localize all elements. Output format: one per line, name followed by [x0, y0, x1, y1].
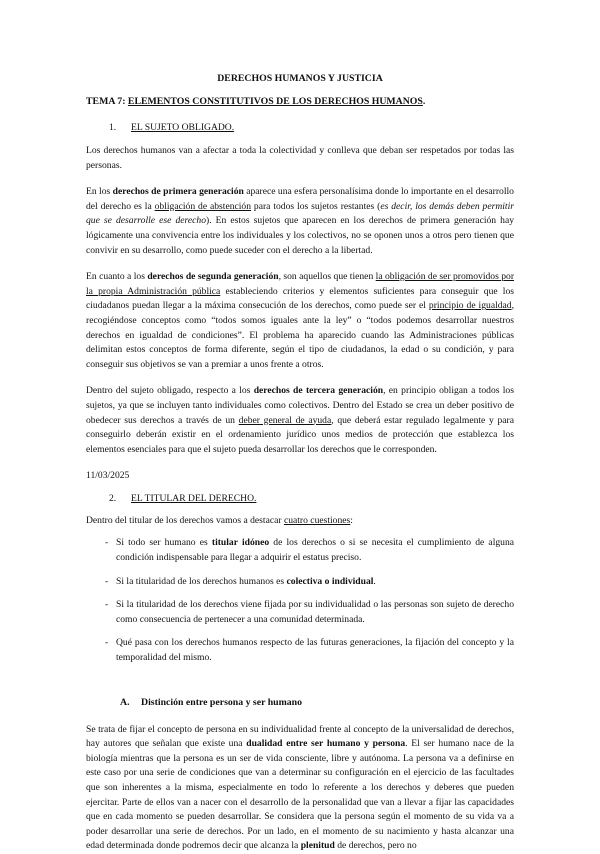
bold-term: derechos de tercera generación	[253, 385, 384, 397]
subsection-heading-a	[86, 696, 514, 710]
bullet-dash: -	[105, 537, 109, 549]
section-number: 1.	[109, 122, 117, 133]
text-run: Si la titularidad de los derechos humanos es	[116, 575, 287, 587]
underlined-term: la obligación de ser promovidos por la propia Administración pública	[86, 271, 515, 297]
text-run: En cuanto a los	[86, 271, 148, 283]
text-run: de derechos, pero no	[334, 840, 417, 852]
bold-term: derechos de segunda generación	[147, 271, 279, 283]
bullet-dash: -	[105, 637, 109, 649]
subsection-label: Distinción entre persona y ser humano	[141, 696, 303, 708]
underlined-term: cuatro cuestiones	[283, 514, 351, 526]
text-run: Si la titularidad de los derechos viene fijada por su individualidad o las personas son sujeto de derecho como consecuencia de pertenecer a una comunidad determinada.	[116, 599, 514, 625]
text-run: Se trata de fijar el concepto de persona en su individualidad frente al concepto de la universalidad de derechos, hay autores que señalan que existe una	[86, 723, 514, 750]
text-run: Si todo ser humano es	[116, 537, 212, 549]
text-run: , que deberá estar regulado legalmente y para conseguirlo deberán existir en el ordenamiento jurídico unos medios de protección que establezca los elementos esenciales para que el sujeto pueda desarrollar los derechos que le corresponden.	[86, 414, 514, 455]
text-run: estableciendo criterios y elementos suficientes para conseguir que los ciudadanos puedan llegar a la máxima consecución de los derechos, como puede ser el	[86, 285, 514, 312]
list-item	[86, 536, 514, 565]
paragraph-4	[86, 384, 514, 457]
text-run: :	[350, 514, 353, 526]
text-run: para todos los sujetos restantes (	[251, 200, 381, 212]
topic-end: .	[422, 96, 426, 107]
topic-heading	[86, 95, 514, 109]
document-title: DERECHOS HUMANOS Y JUSTICIA	[217, 73, 383, 84]
section-label: EL SUJETO OBLIGADO.	[131, 122, 235, 133]
section-number: 2.	[109, 492, 117, 504]
bullet-dash: -	[105, 575, 109, 587]
text-run: , son aquellos que tienen	[278, 271, 376, 283]
text-run: Dentro del sujeto obligado, respecto a los	[86, 385, 254, 397]
paragraph-2	[86, 185, 514, 258]
text-run: aparece una esfera personalísima donde lo importante en el desarrollo del derecho es la	[86, 186, 514, 212]
bold-term: dualidad entre ser humano y persona	[246, 738, 406, 750]
text-run: de los derechos o si se necesita el cumplimiento de alguna condición indispensable para llegar a adquirir el estatus preciso.	[116, 537, 515, 564]
subsection-letter: A.	[120, 696, 130, 708]
bullet-dash: -	[105, 599, 109, 611]
text-run: , recogiéndose conceptos como “todos somos iguales ante la ley” o “todos podemos desarrollar nuestros derechos en igualdad de condiciones”. El problema ha aparecido cuando las Administraciones públicas delimitan estos conceptos de forma diferente, según el tipo de ciudadanos, la edad o su condición, y para conseguir sus objetivos se van a premiar a unos frente a otros.	[86, 300, 515, 370]
bold-term: colectiva o individual	[286, 575, 374, 587]
bold-term: derechos de primera generación	[112, 186, 244, 198]
text-run: . El ser humano nace de la biología mientras que la persona es un ser de vida consciente, libre y autónoma. La persona va a definirse en este caso por una serie de condiciones que van a determinar su configuración en el ejercicio de las facultades que son inherentes a la misma, especialmente en todo lo referente a los derechos y deberes que pueden ejercitar. Parte de ellos van a nacer con el desarrollo de la personalidad que van a llevar a fijar las capacidades que en cada momento se pueden desarrollar. Se considera que la persona según el momento de su vida va a poder desarrollar una serie de derechos. Por un lado, en el momento de su nacimiento y hasta alcanzar una edad determinada donde podremos decir que alcanza la	[86, 738, 515, 852]
list-item	[86, 598, 514, 627]
paragraph-3	[86, 270, 514, 372]
paragraph-1: Los derechos humanos van a afectar a toda la colectividad y conlleva que deban ser respetados por todas las personas.	[86, 145, 514, 171]
date-label: 11/03/2025	[86, 470, 130, 482]
text-run: .	[373, 575, 376, 587]
underlined-term: deber general de ayuda	[238, 414, 332, 426]
text-run: Qué pasa con los derechos humanos respecto de las futuras generaciones, la fijación del concepto y la temporalidad del mismo.	[116, 637, 514, 664]
document-page	[86, 72, 514, 854]
text-run: , en principio obligan a todos los sujetos, ya que se incluyen tanto individuales como colectivos. Dentro del Estado se crea un deber positivo de obedecer sus derechos a través de un	[86, 385, 514, 426]
text-run: ). En estos sujetos que aparecen en los derechos de primera generación hay lógicamente una convivencia entre los individuales y los colectivos, no se oponen unos a otros pero tienen que convivir en su desarrollo, como puede suceder con el derecho a la libertad.	[86, 215, 515, 256]
underlined-term: obligación de abstención	[154, 200, 252, 212]
section-heading-2	[86, 492, 514, 506]
list-item	[86, 575, 514, 590]
topic-title: ELEMENTOS CONSTITUTIVOS DE LOS DERECHOS HUMANOS	[127, 96, 423, 107]
italic-text: es decir, los demás deben permitir que se desarrolle ese derecho	[86, 200, 514, 227]
paragraph-6	[86, 723, 514, 854]
section-label: EL TITULAR DEL DERECHO.	[131, 492, 257, 504]
topic-prefix: TEMA 7:	[86, 96, 128, 107]
text-run: En los	[86, 186, 113, 198]
bullet-list	[86, 536, 514, 665]
text-run: Dentro del titular de los derechos vamos a destacar	[86, 514, 284, 526]
bold-term: titular idóneo	[211, 537, 270, 549]
bold-term: plenitud	[300, 840, 335, 852]
section-heading-1	[86, 121, 514, 135]
underlined-term: principio de igualdad	[428, 300, 512, 312]
paragraph-5	[86, 514, 514, 529]
list-item	[86, 636, 514, 665]
